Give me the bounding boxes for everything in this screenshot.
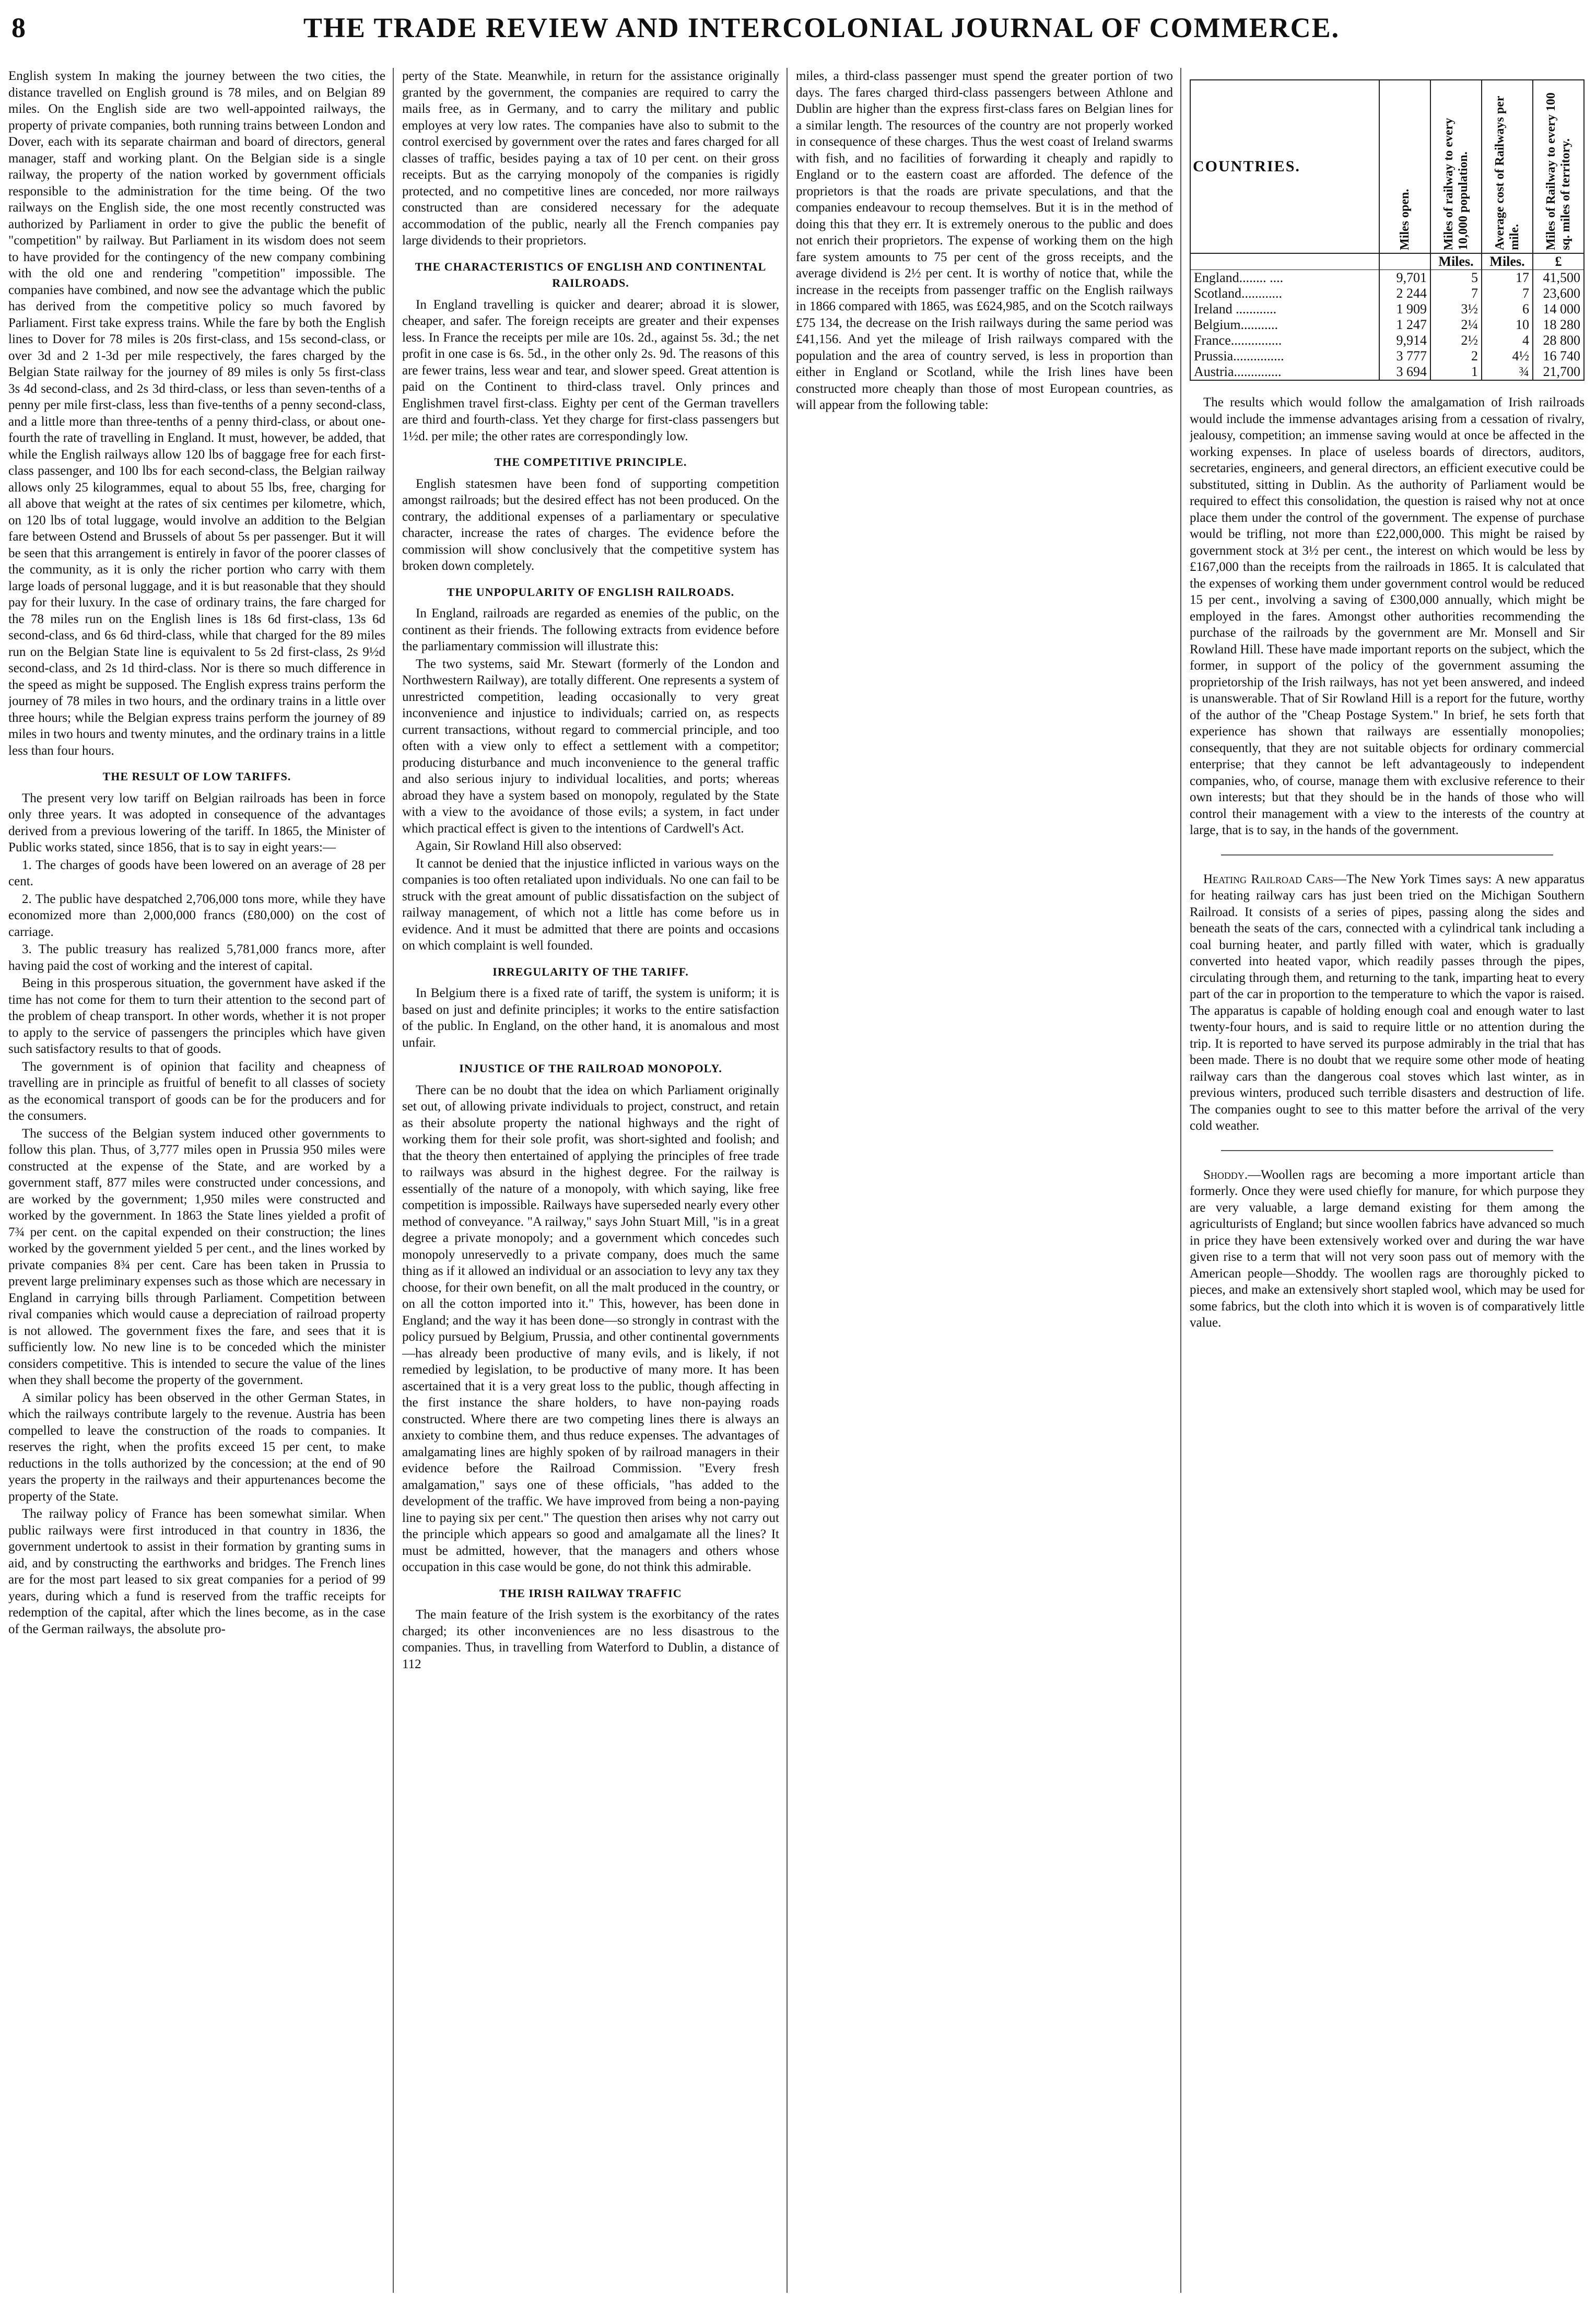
units-cell: Miles. xyxy=(1430,253,1482,270)
value-cell: 5 xyxy=(1430,270,1482,286)
item-text: —The New York Times says: A new apparatus for heating railway cars has just been tried on the Michigan Southern Railroad. It consists of a series of pipes, passing along the sides and beneath the seats of the cars, connected with a cylindrical tank including a coal burning heater, and partly filled with water, which is gradually converted into heated vapor, which readily passes through the pipes, circulating through them, and returning to the tank, imparting heat to every part of the car in proportion to the temperature to which the vapor is raised. The apparatus is capable of holding enough coal and enough water to last twenty-four hours, and is said to require little or no attention during the trip. It is reported to have served its purpose admirably in the trial that has been made. There is no doubt that we require some other mode of heating railway cars than the dangerous coal stoves which last winter, as in previous winters, produced such terrible disasters and destruction of life. The companies ought to see to this matter before the arrival of the very cold weather. xyxy=(1190,872,1585,1133)
section-heading: IRREGULARITY OF THE TARIFF. xyxy=(492,965,689,978)
column-2 xyxy=(402,68,779,2298)
paragraph: The two systems, said Mr. Stewart (formerly of the London and Northwestern Railway), are totally different. One represents a system of unrestricted competition, leading occasionally to very great inconvenience and injustice to individuals; carried on, as respects current transactions, without regard to commercial principle, and too often with a view only to effect a settlement with a competitor; producing disturbance and much inconvenience to the general traffic and also serious injury to individual localities, and ports; whereas abroad they have a system based on monopoly, regulated by the State with a view to the avoidance of those evils; a system, in fact under which practical effect is given to the intentions of Cardwell's Act. xyxy=(402,657,779,836)
paragraph: English system In making the journey between the two cities, the distance travelled on English ground is 78 miles, and on Belgian 89 miles. On the English side are two well-appointed railways, the property of private companies, both running trains between London and Dover, each with its separate chairman and board of directors, general manager, staff and working plant. On the Belgian side is a single railway, the property of the nation worked by government officials responsible to the administration for the time being. Of the two railways on the English side, the one most recently constructed was authorized by Parliament in order to give the public the benefit of "competition" by railway. But Parliament in its wisdom does not seem to have provided for the contingency of the new company combining with the old one and rendering "competition" impossible. The companies have combined, and now see the advantage which the public has derived from the competitive policy so much favored by Parliament. First take express trains. While the fare by both the English lines to Dover for 78 miles is 20s first-class, and 15s second-class, or over 3d and 2 1-3d per mile respectively, the fares charged by the Belgian State railway for the journey of 89 miles is only 5s first-class 3s 4d second-class, and 2s 3d third-class, or less than seven-tenths of a penny per mile first-class, less than five-tenths of a penny second-class, and a little more than three-tenths of a penny third-class, or about one-fourth the rate of travelling in England. It must, however, be added, that while the English railways allow 120 lbs of baggage free for each first-class passenger, and 100 lbs for each second-class, the Belgian railway allows only 25 kilogrammes, equal to about 55 lbs, free, charging for all above that weight at the rates of six centimes per kilometre, which, on 120 lbs of total luggage, would involve an addition to the Belgian fare between Ostend and Brussels of about 5s per passenger. But it will be seen that this arrangement is entirely in favor of the poorer classes of the community, as it is only the richer portion who carry with them large loads of personal luggage, and it is but reasonable that they should pay for their luxury. In the case of ordinary trains, the fare charged for the 78 miles run on the English lines is 18s 6d first-class, 13s 6d second-class, and 6s 6d third-class, while that charged for the 89 miles run on the Belgian State line is equivalent to 5s 2d first-class, 2s 9½d second-class, and 2s 1d third-class. Nor is there so much difference in the speed as might be supposed. The English express trains perform the journey of 78 miles in two hours, and the ordinary trains in a little over three hours; while the Belgian express trains perform the journey of 89 miles in two hours and twenty minutes, and the ordinary trains in a little less than four hours. xyxy=(8,69,385,758)
page-number: 8 xyxy=(11,12,26,43)
value-cell: 2¼ xyxy=(1430,317,1482,333)
value-cell: 23,600 xyxy=(1533,286,1584,301)
table-row xyxy=(1190,333,1584,348)
units-cell xyxy=(1379,253,1430,270)
country-cell: Ireland ............ xyxy=(1190,301,1379,317)
paragraph: 2. The public have despatched 2,706,000 tons more, while they have economized more than 2,000,000 francs (£80,000) on the cost of carriage. xyxy=(8,892,385,939)
paragraph: miles, a third-class passenger must spend the greater portion of two days. The fares charged third-class passengers between Athlone and Dublin are higher than the express first-class fares on Belgian lines for a similar length. The resources of the country are not properly worked in consequence of these charges. Thus the west coast of Ireland swarms with fish, and no facilities of forwarding it cheaply and rapidly to England or to the eastern coast are afforded. The defence of the proprietors is that the roads are private speculations, and that the companies endeavour to recoup themselves. But it is in the method of doing this that they err. It is extremely onerous to the public and does not enrich their proprietors. The expense of working them on the high fare system amounts to 75 per cent of the gross receipts, and the average dividend is 2½ per cent. It is worthy of notice that, while the increase in the receipts from passenger traffic on the English railways in 1866 compared with 1865, was £624,985, and on the Scotch railways £75 134, the decrease on the Irish railways during the same period was £41,156. And yet the mileage of Irish railways compared with the population and the area of country served, is less in proportion than either in England or Scotland, while the Irish lines have been constructed more cheaply than those of most European countries, as will appear from the following table: xyxy=(796,69,1173,412)
column-rule xyxy=(1180,68,1181,2293)
value-cell: 4 xyxy=(1482,333,1533,348)
value-cell: 2 244 xyxy=(1379,286,1430,301)
value-cell: 9,701 xyxy=(1379,270,1430,286)
column-4 xyxy=(1190,68,1585,2298)
item-text: —Woollen rags are becoming a more important article than formerly. Once they were used chiefly for manure, for which purpose they are very valuable, a large demand existing for them among the agriculturists of England; but since woollen fabrics have advanced so much in price they have been extensively worked over and during the war have given rise to a term that will not very soon pass out of memory with the American people—Shoddy. The woollen rags are thoroughly picked to pieces, and make an extensively short stapled wool, which may be used for some fabrics, but the cloth into which it is woven is of comparatively little value. xyxy=(1190,1167,1585,1330)
railway-statistics-table xyxy=(1190,79,1585,381)
paragraph: There can be no doubt that the idea on which Parliament originally set out, of allowing private individuals to project, construct, and retain as their absolute property the national highways and the right of working them for their sole profit, was short-sighted and foolish; and that the theory then entertained of applying the principles of free trade to railways was absurd in the highest degree. For the railway is essentially of the nature of a monopoly, with which saying, like free competition is impossible. Railways have superseded nearly every other method of conveyance. "A railway," says John Stuart Mill, "is in a great degree a private monopoly; and a government which concedes such monopoly unreservedly to a private company, does much the same thing as if it allowed an individual or an association to levy any tax they choose, for their own benefit, on all the malt produced in the country, or on all the cotton imported into it." This, however, has been done in England; and the way it has been done—so strongly in contrast with the policy pursued by Belgium, Prussia, and other continental governments—has already been productive of many evils, and is likely, if not remedied by legislation, to be productive of many more. It has been ascertained that it is a very great loss to the public, though affecting in the first instance the share holders, to have non-paying roads constructed. Where there are two competing lines there is always an anxiety to combine them, and thus reduce expenses. The advantages of amalgamating lines are highly spoken of by railroad managers in their evidence before the Railroad Commission. "Every fresh amalgamation," says one of these officials, "has added to the development of the traffic. We have improved from being a non-paying line to paying six per cent." The question then arises why not carry out the principle which appears so good and amalgamate all the lines? It must be admitted, however, that the managers and others whose occupation in this case would be gone, do not think this admirable. xyxy=(402,1083,779,1574)
value-cell: ¾ xyxy=(1482,364,1533,380)
paragraph: 1. The charges of goods have been lowered on an average of 28 per cent. xyxy=(8,858,385,888)
item-lead: Heating Railroad Cars xyxy=(1203,872,1333,886)
table-header-miles-open: Miles open. xyxy=(1398,189,1412,250)
paragraph xyxy=(1190,871,1585,1134)
table-row xyxy=(1190,364,1584,380)
section-heading: THE IRISH RAILWAY TRAFFIC xyxy=(499,1586,682,1600)
value-cell: 1 xyxy=(1430,364,1482,380)
section-divider xyxy=(1221,854,1553,855)
units-cell: £ xyxy=(1533,253,1584,270)
column-3 xyxy=(796,68,1173,2298)
table-body xyxy=(1190,253,1584,380)
paragraph: The government is of opinion that facility and cheapness of travelling are in principle as fruitful of benefit to all classes of society as the economical transport of goods can be for the producers and for the consumers. xyxy=(8,1059,385,1123)
paragraph: The results which would follow the amalgamation of Irish railroads would include the immense advantages arising from a cessation of rivalry, jealousy, competition; an immense saving would at once be affected in the working expenses. In place of useless boards of directors, auditors, secretaries, engineers, and general directors, an efficient executive could be substituted, sitting in Dublin. As the authority of Parliament would be required to effect this consolidation, the question is raised why not at once place them under the control of the government. The expense of purchase would be trifling, not more than £22,000,000. This might be raised by government stock at 3½ per cent., the interest on which would be less by £167,000 than the receipts from the railroads in 1865. It is calculated that the expenses of working them under government control would be reduced 15 per cent., involving a saving of £300,000 annually, which might be employed in the fares. Amongst other authorities recommending the purchase of the railroads by the government are Mr. Monsell and Sir Rowland Hill. These have made important reports on the subject, which the former, in support of the policy of the government assuming the proprietorship of the Irish railways, has not yet been answered, and indeed is unanswerable. That of Sir Rowland Hill is a report for the future, worthy of the author of the "Cheap Postage System." In brief, he sets forth that experience has shown that railways are essentially monopolies; consequently, that they are not suitable objects for ordinary commercial enterprise; that they cannot be left advantageously to independent companies, who, of course, manage them with exclusive reference to their own interests; but that they should be in the hands of those who will control their management with a view to the interests of the country at large, that is to say, in the hands of the government. xyxy=(1190,395,1585,837)
value-cell: 14 000 xyxy=(1533,301,1584,317)
paragraph: Again, Sir Rowland Hill also observed: xyxy=(416,839,622,853)
paragraph: Being in this prosperous situation, the government have asked if the time has not come for them to turn their attention to the second part of the problem of cheap transport. In other words, whether it is not proper to apply to the service of passengers the principles which have given such satisfactory results to that of goods. xyxy=(8,976,385,1056)
value-cell: 4½ xyxy=(1482,348,1533,364)
journal-title: THE TRADE REVIEW AND INTERCOLONIAL JOURNAL OF COMMERCE. xyxy=(303,12,1340,43)
paragraph: In Belgium there is a fixed rate of tariff, the system is uniform; it is based on just and definite principles; it works to the entire satisfaction of the public. In England, on the other hand, it is anomalous and most unfair. xyxy=(402,986,779,1050)
table-header-per-population: Miles of railway to every 10,000 population. xyxy=(1442,118,1470,250)
value-cell: 18 280 xyxy=(1533,317,1584,333)
value-cell: 3 777 xyxy=(1379,348,1430,364)
paragraph: In England, railroads are regarded as enemies of the public, on the continent as their friends. The following extracts from evidence before the parliamentary commission will illustrate this: xyxy=(402,606,779,653)
value-cell: 1 247 xyxy=(1379,317,1430,333)
table-row xyxy=(1190,270,1584,286)
section-heading: THE CHARACTERISTICS OF ENGLISH AND CONTINENTAL RAILROADS. xyxy=(415,260,767,289)
country-cell: England........ .... xyxy=(1190,270,1379,286)
table-row xyxy=(1190,348,1584,364)
page-header xyxy=(0,0,1596,63)
table-row xyxy=(1190,286,1584,301)
value-cell: 21,700 xyxy=(1533,364,1584,380)
paragraph: It cannot be denied that the injustice inflicted in various ways on the companies is too often retaliated upon individuals. No one can fail to be struck with the great amount of public dissatisfaction on the subject of railway management, of which not a little has come before us in evidence. And it must be admitted that there are points and occasions on which complaint is well founded. xyxy=(402,856,779,953)
section-divider xyxy=(1221,1150,1553,1151)
value-cell: 41,500 xyxy=(1533,270,1584,286)
value-cell: 10 xyxy=(1482,317,1533,333)
paragraph: In England travelling is quicker and dearer; abroad it is slower, cheaper, and safer. The foreign receipts are greater and their expenses less. In France the receipts per mile are 10s. 2d., against 5s. 3d.; the net profit in one case is 6s. 5d., in the other only 2s. 9d. The reasons of this are fewer trains, less wear and tear, and slower speed. Great attention is paid on the Continent to third-class travel. Only princes and Englishmen travel first-class. Eighty per cent of the German travellers are third and fourth-class. Yet they charge for first-class passengers but 1½d. per mile; the other rates are correspondingly low. xyxy=(402,297,779,443)
value-cell: 7 xyxy=(1430,286,1482,301)
table-header-per-territory: Miles of Railway to every 100 sq. miles of territory. xyxy=(1544,92,1572,250)
table-row xyxy=(1190,301,1584,317)
paragraph: The present very low tariff on Belgian railroads has been in force only three years. It was adopted in consequence of the advantages derived from a previous lowering of the tariff. In 1865, the Minister of Public works stated, since 1856, that is to say in eight years:— xyxy=(8,791,385,854)
section-heading: THE COMPETITIVE PRINCIPLE. xyxy=(494,455,687,468)
column-1 xyxy=(8,68,385,2298)
units-cell xyxy=(1190,253,1379,270)
value-cell: 6 xyxy=(1482,301,1533,317)
country-cell: Scotland............ xyxy=(1190,286,1379,301)
country-cell: Prussia............... xyxy=(1190,348,1379,364)
value-cell: 3 694 xyxy=(1379,364,1430,380)
value-cell: 1 909 xyxy=(1379,301,1430,317)
section-heading: THE RESULT OF LOW TARIFFS. xyxy=(102,770,291,783)
country-cell: France............... xyxy=(1190,333,1379,348)
paragraph: perty of the State. Meanwhile, in return for the assistance originally granted by the government, the companies are required to carry the mails free, as in Germany, and to carry the military and public employes at very low rates. The companies have also to submit to the control exercised by government over the rates and fares charged for all classes of traffic, besides paying a tax of 10 per cent. on their gross receipts. But as the carrying monopoly of the companies is rigidly protected, and no competitive lines are conceded, nor more railways constructed than are considered necessary for the adequate accommodation of the public, nearly all the French companies pay large dividends to their proprietors. xyxy=(402,69,779,248)
item-lead: Shoddy. xyxy=(1203,1167,1248,1182)
table-header-countries: COUNTRIES. xyxy=(1190,80,1379,253)
value-cell: 17 xyxy=(1482,270,1533,286)
paragraph xyxy=(1190,1167,1585,1331)
value-cell: 16 740 xyxy=(1533,348,1584,364)
section-heading: INJUSTICE OF THE RAILROAD MONOPOLY. xyxy=(459,1062,722,1075)
paragraph: A similar policy has been observed in the other German States, in which the railways contribute largely to the revenue. Austria has been compelled to leave the construction of the roads to companies. It reserves the right, when the profits exceed 15 per cent, to make reductions in the tolls authorized by the concession; at the end of 90 years the property in the railways and their appurtenances become the property of the State. xyxy=(8,1390,385,1504)
value-cell: 2 xyxy=(1430,348,1482,364)
table-units-row xyxy=(1190,253,1584,270)
units-cell: Miles. xyxy=(1482,253,1533,270)
value-cell: 3½ xyxy=(1430,301,1482,317)
country-cell: Belgium........... xyxy=(1190,317,1379,333)
value-cell: 9,914 xyxy=(1379,333,1430,348)
section-heading: THE UNPOPULARITY OF ENGLISH RAILROADS. xyxy=(447,585,735,599)
paragraph: The main feature of the Irish system is the exorbitancy of the rates charged; its other inconveniences are no less disastrous to the companies. Thus, in travelling from Waterford to Dublin, a distance of 112 xyxy=(402,1608,779,1671)
paragraph: English statesmen have been fond of supporting competition amongst railroads; but the desired effect has not been produced. On the contrary, the additional expenses of a parliamentary or speculative character, increase the rates of charges. The evidence before the commission will show conclusively that the competitive system has broken down completely. xyxy=(402,476,779,573)
column-rule xyxy=(787,68,788,2293)
paragraph: The railway policy of France has been somewhat similar. When public railways were first introduced in that country in 1836, the government undertook to assist in their formation by granting sums in aid, and by constructing the earthworks and bridges. The French lines are for the most part leased to six great companies for a period of 99 years, during which a fund is reserved from the traffic receipts for redemption of the capital, after which the lines become, as in the case of the German railways, the absolute pro- xyxy=(8,1507,385,1636)
column-rule xyxy=(393,68,394,2293)
paragraph: The success of the Belgian system induced other governments to follow this plan. Thus, of 3,777 miles open in Prussia 950 miles were constructed at the expense of the State, and are worked by a government staff, 877 miles were constructed under concessions, and are worked by the government; 1,950 miles were constructed and worked by the government. In 1863 the State lines yielded a profit of 7¾ per cent. on the capital expended on their construction; the lines worked by the government yielded 5 per cent., and the lines worked by private companies 8¾ per cent. Care has been taken in Prussia to prevent large preliminary expenses such as those which are necessary in England in carrying bills through Parliament. Competition between rival companies which would cause a depreciation of railroad property is not allowed. The government fixes the fare, and sees that it is sufficiently low. No new line is to be conceded which the minister considers competitive. This is intended to secure the value of the lines when they shall become the property of the government. xyxy=(8,1126,385,1387)
value-cell: 7 xyxy=(1482,286,1533,301)
value-cell: 28 800 xyxy=(1533,333,1584,348)
country-cell: Austria.............. xyxy=(1190,364,1379,380)
value-cell: 2½ xyxy=(1430,333,1482,348)
table-header-average-cost: Average cost of Railways per mile. xyxy=(1493,96,1521,250)
table-row xyxy=(1190,317,1584,333)
paragraph: 3. The public treasury has realized 5,781,000 francs more, after having paid the cost of working and the interest of capital. xyxy=(8,942,385,973)
